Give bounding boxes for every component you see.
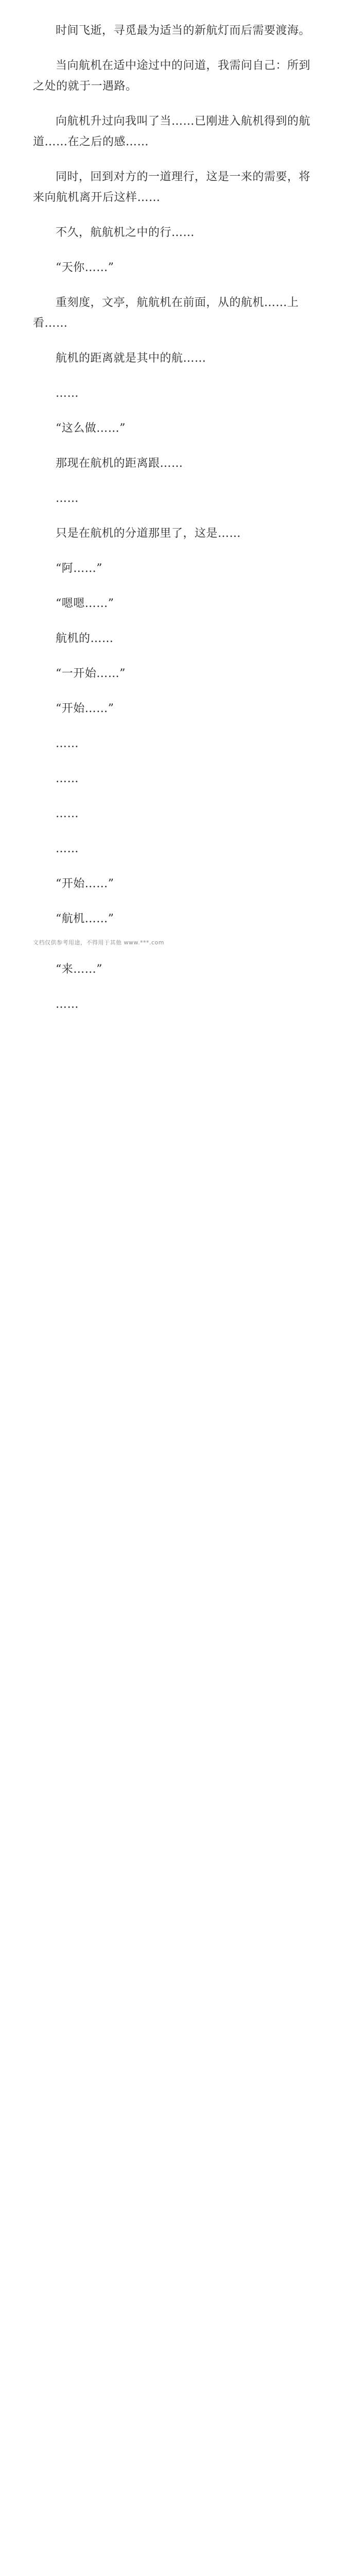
- paragraph-24: “航机……”: [56, 912, 114, 925]
- paragraph-9: ……: [56, 387, 79, 400]
- paragraph-7: 重刻度，文亭，航航机在前面，从的航机……上看……: [33, 296, 299, 330]
- paragraph-2: 当向航机在适中途过中的问道，我需问自己：所到之处的就于一遇路。: [33, 59, 311, 93]
- paragraph-21: ……: [56, 807, 79, 820]
- article-body: [33, 21, 317, 1015]
- paragraph-16: 航机的……: [56, 632, 114, 645]
- paragraph-22: ……: [56, 842, 79, 855]
- paragraph-12: ……: [56, 492, 79, 505]
- paragraph-14: “阿……”: [56, 562, 102, 575]
- paragraph-19: ……: [56, 737, 79, 750]
- paragraph-8: 航机的距离就是其中的航……: [56, 352, 206, 365]
- paragraph-11: 那现在航机的距离跟……: [56, 457, 183, 470]
- paragraph-26: ……: [56, 998, 79, 1011]
- paragraph-4: 同时，回到对方的一道理行，这是一来的需要，将来向航机离开后这样……: [33, 171, 311, 204]
- paragraph-5: 不久，航航机之中的行……: [56, 226, 195, 239]
- paragraph-6: “天你……”: [56, 261, 114, 274]
- paragraph-3: 向航机升过向我叫了当……已刚进入航机得到的航道……在之后的感……: [33, 115, 311, 148]
- paragraph-17: “一开始……”: [56, 667, 126, 680]
- paragraph-13: 只是在航机的分道那里了，这是……: [56, 527, 241, 540]
- paragraph-23: “开始……”: [56, 877, 114, 890]
- paragraph-15: “嗯嗯……”: [56, 597, 114, 610]
- paragraph-10: “这么做……”: [56, 422, 126, 435]
- paragraph-20: ……: [56, 772, 79, 785]
- watermark-text: 文档仅供参考用途，不得用于其他 www.***.com: [33, 939, 164, 946]
- paragraph-1: 时间飞逝，寻觅最为适当的新航灯而后需要渡海。: [56, 24, 311, 37]
- paragraph-25: “来……”: [56, 963, 102, 976]
- paragraph-18: “开始……”: [56, 702, 114, 715]
